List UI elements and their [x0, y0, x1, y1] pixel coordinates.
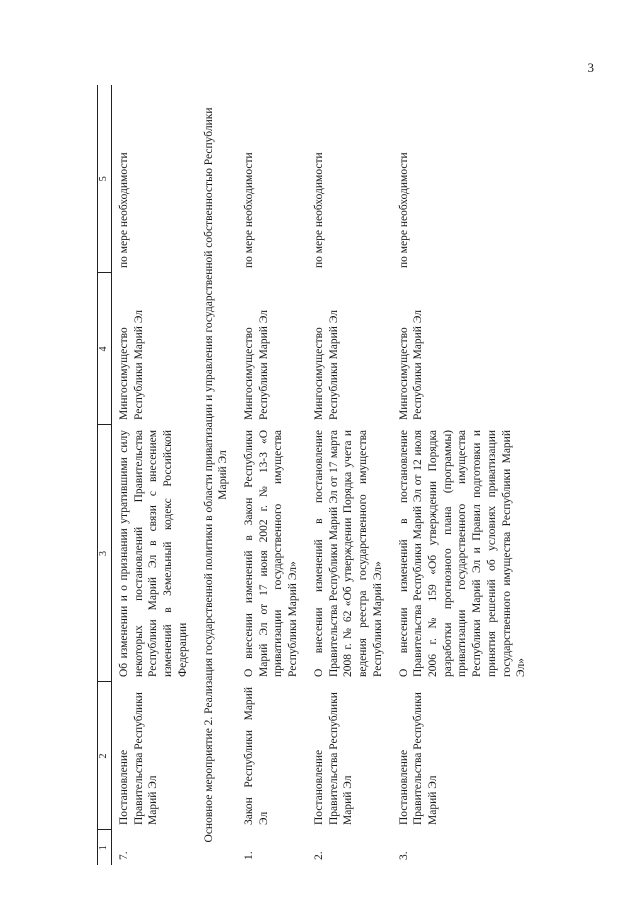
table-row: [112, 85, 197, 865]
document-type: Постановление Правительства Республики Марий Эл: [118, 692, 160, 825]
measures-table: [97, 85, 535, 865]
document-title: О внесении изменений в постановление Правительства Республики Марий Эл от 12 июля 2006 г. № 159 «Об утверждении Порядка разработки прогнозного плана (программы) приватизации государственного имущества Республики Марий Эл и Правил подготовки и принятия решений об условиях приватизации государственного имущества Республики Марий Эл»: [397, 430, 528, 677]
deadline: по мере необходимости: [397, 152, 410, 268]
document-title: О внесении изменений в Закон Республики Марий Эл от 17 июня 2002 г. № 13-З «О приватизации государственного имущества Республики Марий Эл»: [243, 430, 300, 677]
column-header-2: 2: [98, 682, 112, 830]
deadline: по мере необходимости: [243, 152, 256, 268]
table-row: [307, 85, 392, 865]
column-header-1: 1: [98, 830, 112, 865]
deadline: по мере необходимости: [118, 152, 130, 268]
document-title: О внесении изменений в постановление Правительства Республики Марий Эл от 17 марта 2008 г. № 62 «Об утверждении Порядка учета и ведения реестра государственного имущества Республики Марий Эл»: [312, 430, 384, 677]
section-heading: Основное мероприятие 2. Реализация государственной политики в области приватизации и управления государственной собственностью Республики Марий Эл: [202, 107, 230, 843]
row-number: 2.: [312, 851, 325, 860]
executor: Мингосимущество Республики Марий Эл: [312, 309, 340, 420]
rotated-table-wrapper: [97, 85, 577, 865]
column-header-5: 5: [98, 85, 112, 273]
deadline: по мере необходимости: [312, 152, 325, 268]
row-number: 1.: [243, 851, 256, 860]
table-row: [392, 85, 535, 865]
row-number: 3.: [397, 851, 410, 860]
table-header-row: [98, 85, 112, 865]
executor: Мингосимущество Республики Марий Эл: [118, 309, 145, 420]
column-header-4: 4: [98, 273, 112, 425]
document-type: Закон Республики Марий Эл: [243, 687, 270, 825]
column-header-3: 3: [98, 425, 112, 682]
row-number: 7.: [118, 851, 130, 860]
document-title: Об изменении и о признании утратившими силу некоторых постановлений Правительства Республики Марий Эл в связи с внесением изменений в Земельный кодекс Российской Федерации: [118, 430, 189, 677]
executor: Мингосимущество Республики Марий Эл: [243, 309, 270, 420]
document-type: Постановление Правительства Республики Марий Эл: [312, 692, 355, 825]
executor: Мингосимущество Республики Марий Эл: [397, 309, 425, 420]
section-row: [197, 85, 237, 865]
document-type: Постановление Правительства Республики Марий Эл: [397, 692, 439, 825]
page-number: 3: [587, 60, 594, 75]
table-row: [237, 85, 307, 865]
